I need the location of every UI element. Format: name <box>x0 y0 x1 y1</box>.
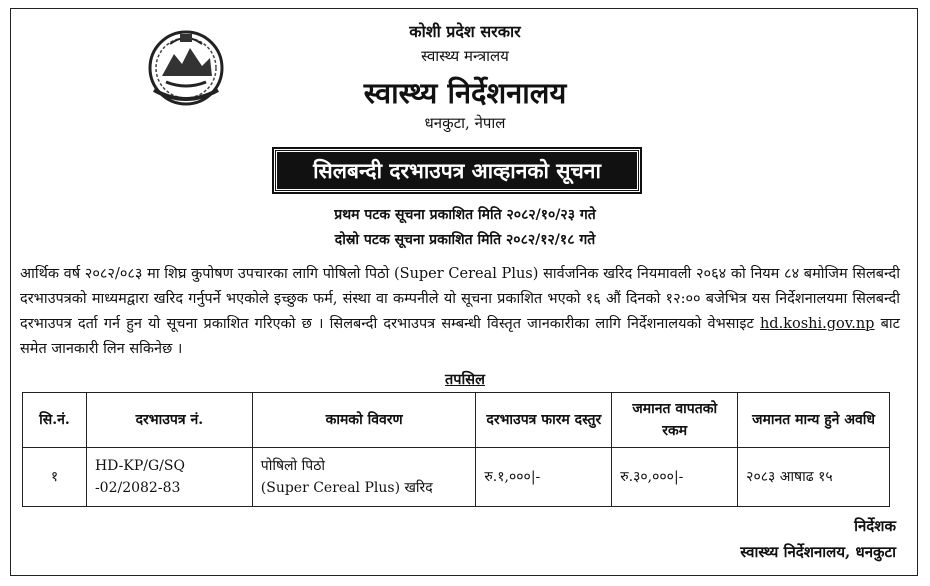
signatory-office: स्वास्थ्य निर्देशनालय, धनकुटा <box>740 543 896 561</box>
table-title: तपसिल <box>445 371 485 388</box>
col-header-sn: सि.नं. <box>23 393 87 448</box>
cell-bid-no <box>86 448 252 507</box>
body-text-part1: आर्थिक वर्ष २०८२/०८३ मा शिघ्र कुपोषण उपचारका लागि पोषिलो पिठो (Super Cereal Plus) सार्वजनिक खरिद नियमावली २०६४ को नियम ८४ बमोजिम सिलबन्दी दरभाउपत्रको माध्यमद्वारा खरिद गर्नुपर्ने भएकोले इच्छुक फर्म, संस्था वा कम्पनीले यो सूचना प्रकाशित भएको १६ औं दिनको १२:०० बजेभित्र यस निर्देशनालयमा सिलबन्दी दरभाउपत्र दर्ता गर्न हुन यो सूचना प्रकाशित गरिएको छ । सिलबन्दी दरभाउपत्र सम्बन्धी विस्तृत जानकारीका लागि निर्देशनालयको वेभसाइट <box>20 266 900 332</box>
cell-description <box>252 448 476 507</box>
desc-line1: पोषिलो पिठो <box>260 458 325 474</box>
col-header-description: कामको विवरण <box>252 393 476 448</box>
bid-no-line2: -02/2082-83 <box>94 480 181 496</box>
cell-security: रु.३०,०००|- <box>612 448 738 507</box>
body-text-part2: बाट समेत जानकारी लिन सकिनेछ । <box>20 316 900 357</box>
ministry-name: स्वास्थ्य मन्त्रालय <box>421 47 509 65</box>
bid-table <box>22 392 890 507</box>
office-location: धनकुटा, नेपाल <box>424 114 506 132</box>
col-header-form-fee: दरभाउपत्र फारम दस्तुर <box>476 393 612 448</box>
notice-title: सिलबन्दी दरभाउपत्र आव्हानको सूचना <box>274 149 640 192</box>
col-header-validity: जमानत मान्य हुने अवधि <box>738 393 890 448</box>
bid-no-line1: HD-KP/G/SQ <box>94 458 185 474</box>
first-publication-date: प्रथम पटक सूचना प्रकाशित मिति २०८२/१०/२३ गते <box>334 207 596 223</box>
table-header-row <box>23 393 890 448</box>
desc-line2: (Super Cereal Plus) खरिद <box>260 480 433 496</box>
table-row <box>23 448 890 507</box>
cell-validity: २०८३ आषाढ १५ <box>738 448 890 507</box>
signatory-title: निर्देशक <box>854 517 896 535</box>
second-publication-date: दोस्रो पटक सूचना प्रकाशित मिति २०८२/१२/१८ गते <box>334 232 596 248</box>
government-name: कोशी प्रदेश सरकार <box>409 22 521 41</box>
directorate-name: स्वास्थ्य निर्देशनालय <box>363 76 567 110</box>
notice-body <box>20 262 900 362</box>
col-header-security: जमानत वापतको रकम <box>612 393 738 448</box>
col-header-bid-no: दरभाउपत्र नं. <box>86 393 252 448</box>
cell-sn: १ <box>23 448 87 507</box>
cell-form-fee: रु.१,०००|- <box>476 448 612 507</box>
website-link[interactable]: hd.koshi.gov.np <box>759 316 875 332</box>
